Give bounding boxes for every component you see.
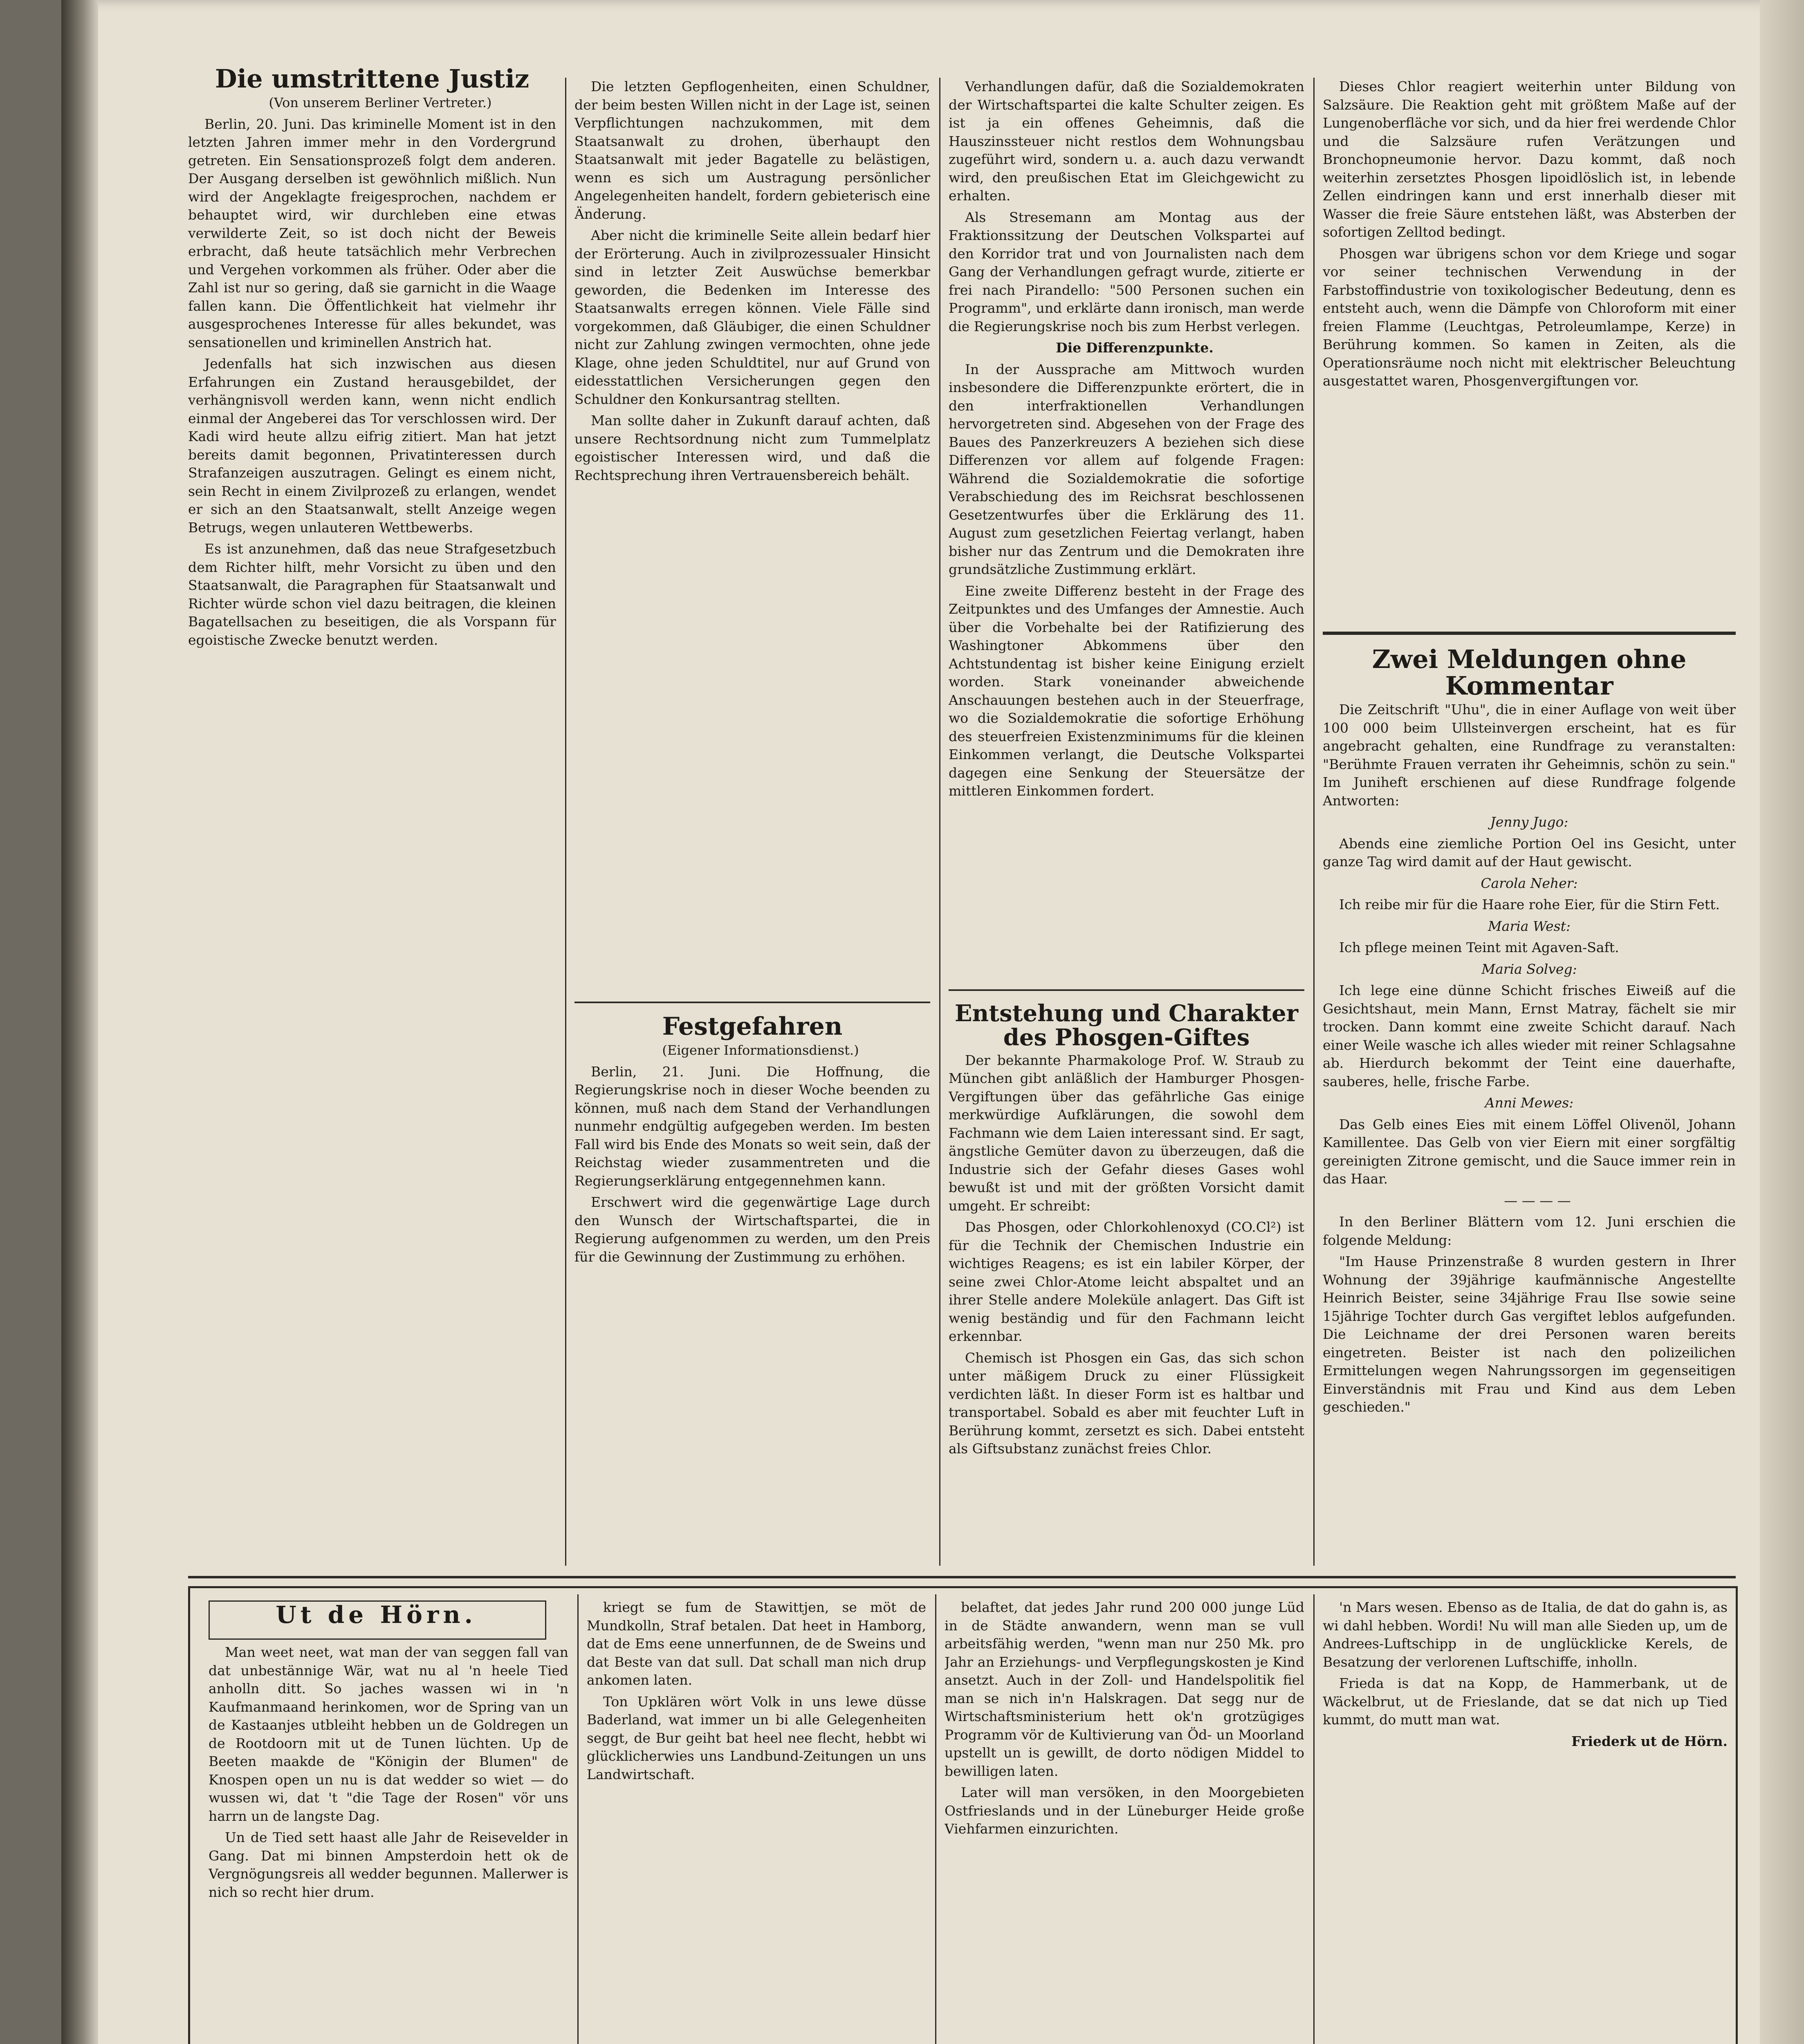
utdehoern-col1 — [209, 1643, 568, 2044]
article-phosgen-continued — [1323, 78, 1736, 621]
article-paragraph: Erschwert wird die gegenwärtige Lage durch den Wunsch der Wirtschaftspartei, die in Regierung aufgenommen zu werden, um den Preis für die Gewinnung der Zustimmung zu erhöhen. — [574, 1194, 930, 1265]
article-divider — [1323, 632, 1736, 635]
dialect-paragraph: Frieda is dat na Kopp, de Hammerbank, ut de Wäckelbrut, ut de Frieslande, dat se dat nich up Tied kummt, do mutt man wat. — [1323, 1675, 1728, 1728]
article-title: Festgefahren — [662, 1014, 843, 1041]
answer-text: Das Gelb eines Eies mit einem Löffel Olivenöl, Johann Kamillentee. Das Gelb von vier Eiern mit einer sorgfältig gereinigten Zitrone gemischt, und die Sauce immer rein in das Haar. — [1323, 1116, 1736, 1187]
article-quote: "Im Hause Prinzenstraße 8 wurden gestern in Ihrer Wohnung der 39jährige kaufmännische Angestellte Heinrich Beister, seine 34jährige Frau Ilse sowie seine 15jährige Tochter durch Gas vergiftet leblos aufgefunden. Die Leichname der drei Personen waren bereits eingetreten. Beister ist nach den polizeilichen Ermittelungen wegen Nahrungssorgen im gegenseitigen Einverständnis mit Frau und Kind aus dem Leben geschieden." — [1323, 1253, 1736, 1415]
article-phosgen — [949, 1002, 1304, 1566]
article-paragraph: Die letzten Gepflogenheiten, einen Schuldner, der beim besten Willen nicht in der Lage ist, seinen Verpflichtungen nachzukommen, mit dem Staatsanwalt zu drohen, überhaupt den Staatsanwalt mit jeder Bagatelle zu belästigen, wenn es sich um Austragung persönlicher Angelegenheiten handelt, fordern gebieterisch eine Änderung. — [574, 78, 930, 222]
dialect-paragraph: belaftet, dat jedes Jahr rund 200 000 junge Lüd in de Städte anwandern, wenn man se vull arbeitsfähig werden, "wenn man nur 250 Mk. pro Jahr an Erziehungs- und Verpflegungskosten je Kind ansetzt. Auch in der Zoll- und Handelspolitik fiel man se nich in'n Halskragen. Dat segg nur de Wirtschaftsministerium hett ok'n grotzügiges Programm vör de Kultivierung van Öd- un Moorland upstellt un is gewillt, de dorto nödigen Middel to bewilligen laten. — [945, 1599, 1304, 1779]
article-title: Die umstrittene Justiz — [215, 65, 530, 94]
article-paragraph: Phosgen war übrigens schon vor dem Kriege und sogar vor seiner technischen Verwendung in der Farbstoffindustrie von toxikologischer Bedeutung, denn es entsteht auch, wenn die Dämpfe von Chloroform mit einer freien Flamme (Leuchtgas, Petroleumlampe, Kerze) in Berührung kommen. So kamen in Zeiten, als die Operationsräume noch nicht mit elektrischer Beleuchtung ausgestattet waren, Phosgenvergiftungen vor. — [1323, 245, 1736, 389]
article-paragraph: Berlin, 21. Juni. Die Hoffnung, die Regierungskrise noch in dieser Woche beenden zu können, muß nach dem Stand der Verhandlungen nunmehr endgültig aufgegeben werden. Im besten Fall wird bis Ende des Monats so weit sein, daß der Reichstag wieder zusammentreten und die Regierungserklärung entgegennehmen kann. — [574, 1063, 930, 1189]
column-rule — [1313, 1594, 1315, 2044]
article-paragraph: Berlin, 20. Juni. Das kriminelle Moment ist in den letzten Jahren immer mehr in den Vordergrund getreten. Ein Sensationsprozeß folgt dem anderen. Der Ausgang derselben ist gewöhnlich mißlich. Nun wird der Angeklagte freigesprochen, nachdem er behauptet wird, wir durchleben eine etwas verwilderte Zeit, so ist doch nicht der Beweis erbracht, daß heute tatsächlich mehr Verbrechen und Vergehen vorkommen als früher. Oder aber die Zahl ist nur so gering, daß sie garnicht in die Waage fallen kann. Die Öffentlichkeit hat vielmehr ihr ausgesprochenes Interesse für alles bekundet, was sensationellen und kriminellen Anstrich hat. — [188, 116, 556, 350]
article-paragraph: Der bekannte Pharmakologe Prof. W. Straub zu München gibt anläßlich der Hamburger Phosgen-Vergiftungen über das gefährliche Gas einige merkwürdige Aufklärungen, die sowohl dem Fachmann wie dem Laien interessant sind. Er sagt, ängstliche Gemüter davon zu überzeugen, daß die Industrie sich der Gefahr dieses Gases wohl bewußt ist und mit der größten Vorsicht damit umgeht. Er schreibt: — [949, 1052, 1304, 1214]
article-paragraph: Chemisch ist Phosgen ein Gas, das sich schon unter mäßigem Druck zu einer Flüssigkeit verdichten läßt. In dieser Form ist es haltbar und transportabel. Sobald es aber mit feuchter Luft in Berührung kommt, zersetzt es sich. Dabei entsteht als Giftsubstanz zunächst freies Chlor. — [949, 1349, 1304, 1457]
column-rule — [1313, 78, 1315, 1566]
article-paragraph: Man sollte daher in Zukunft darauf achten, daß unsere Rechtsordnung nicht zum Tummelplatz egoistischer Interessen wird, und daß die Rechtsprechung ihren Vertrauensbereich behält. — [574, 412, 930, 483]
answer-text: Ich reibe mir für die Haare rohe Eier, für die Stirn Fett. — [1339, 896, 1720, 913]
column-rule — [939, 78, 940, 1566]
article-paragraph: In den Berliner Blättern vom 12. Juni erschien die folgende Meldung: — [1323, 1214, 1736, 1248]
article-paragraph: Jedenfalls hat sich inzwischen aus diesen Erfahrungen ein Zustand herausgebildet, der verhängnisvoll werden kann, wenn nicht endlich einmal der Angeberei das Tor verschlossen wird. Der Kadi wird heute allzu eifrig zitiert. Man hat jetzt bereits damit begonnen, Privatinteressen durch Strafanzeigen auszutragen. Gelingt es einem nicht, sein Recht in einem Zivilprozeß zu erlangen, wendet er sich an den Staatsanwalt, stellt Anzeige wegen Betrugs, wegen unlauteren Wettbewerbs. — [188, 356, 556, 536]
utdehoern-col2 — [587, 1598, 926, 2044]
utdehoern-col3 — [945, 1598, 1304, 2044]
column-rule — [935, 1594, 936, 2044]
article-paragraph: Aber nicht die kriminelle Seite allein bedarf hier der Erörterung. Auch in zivilprozessualer Hinsicht sind in letzter Zeit Auswüchse bemerkbar geworden, die Bedenken im Interesse des Staatsanwalts erregen können. Viele Fälle sind vorgekommen, daß Gläubiger, die einen Schuldner nicht zur Zahlung zwingen vermochten, ohne jede Klage, ohne jeden Schuldtitel, nur auf Grund von eidesstattlichen Versicherungen gegen den Schuldner den Konkursantrag stellten. — [574, 227, 930, 407]
article-subtitle: (Eigener Informationsdienst.) — [662, 1042, 859, 1058]
article-divider — [949, 989, 1304, 991]
utdehoern-col4 — [1323, 1598, 1728, 2044]
article-paragraph: Verhandlungen dafür, daß die Sozialdemokraten der Wirtschaftspartei die kalte Schulter zeigen. Es ist ja ein offenes Geheimnis, daß die Hauszinssteuer nicht restlos dem Wohnungsbau zugeführt wird, sondern u. a. auch dazu verwandt wird, den preußischen Etat im Gleichgewicht zu erhalten. — [949, 78, 1304, 204]
article-paragraph: Als Stresemann am Montag aus der Fraktionssitzung der Deutschen Volkspartei auf den Korridor trat und von Journalisten nach dem Gang der Verhandlungen gefragt wurde, zitierte er frei nach Pirandello: "500 Personen suchen ein Programm", und erklärte dann ironisch, man werde die Regierungskrise noch bis zum Herbst verlegen. — [949, 209, 1304, 334]
author-signature: Friederk ut de Hörn. — [1571, 1733, 1728, 1749]
article-paragraph: In der Aussprache am Mittwoch wurden insbesondere die Differenzpunkte erörtert, die in den interfraktionellen Verhandlungen hervorgetreten sind. Abgesehen von der Frage des Baues des Panzerkreuzers A beziehen sich diese Differenzen vor allem auf folgende Fragen: Während die Sozialdemokratie die sofortige Verabschiedung des im Reichsrat beschlossenen Gesetzentwurfes über die Erklärung des 11. August zum gesetzlichen Feiertag verlangt, haben bisher nur das Zentrum und die Demokraten ihre grundsätzliche Zustimmung erklärt. — [949, 361, 1304, 577]
article-divider — [574, 1002, 930, 1003]
section-divider — [188, 1576, 1736, 1578]
answer-name: Jenny Jugo: — [1490, 814, 1568, 830]
article-regierungskrise — [949, 78, 1304, 977]
section-title: Ut de Hörn. — [276, 1602, 477, 1629]
page-binding — [61, 0, 98, 2044]
page-edge — [1760, 0, 1804, 2044]
article-paragraph: Die Zeitschrift "Uhu", die in einer Auflage von weit über 100 000 beim Ullsteinvergen erscheint, hat es für angebracht gehalten, eine Rundfrage zu veranstalten: "Berühmte Frauen verraten ihr Geheimnis, schön zu sein." Im Juniheft erschienen auf diese Rundfrage folgende Antworten: — [1323, 702, 1736, 809]
answer-name: Maria West: — [1488, 918, 1571, 934]
article-justiz-continued — [574, 78, 930, 993]
answer-text: Abends eine ziemliche Portion Oel ins Gesicht, unter ganze Tag wird damit auf der Haut gewischt. — [1323, 835, 1736, 870]
answer-text: Ich lege eine dünne Schicht frisches Eiweiß auf die Gesichtshaut, mein Mann, Ernst Matray, fächelt sie mir trocken. Dann kommt eine zweite Schicht darauf. Nach einer Weile wasche ich alles wieder mit reiner Schlagsahne ab. Hierdurch bekommt der Teint eine dauerhafte, sauberes, helle, frische Farbe. — [1323, 982, 1736, 1089]
article-meldungen — [1323, 646, 1736, 1566]
dialect-paragraph: Ton Upklären wört Volk in uns lewe düsse Baderland, wat immer un bi alle Gelegenheiten seggt, de Bur geiht bat heel nee flecht, hebbt wi glücklicherwies uns Landbund-Zeitungen un uns Landwirtschaft. — [587, 1693, 926, 1782]
dialect-paragraph: 'n Mars wesen. Ebenso as de Italia, de dat do gahn is, as wi dahl hebben. Wordi! Nu will man alle Sieden up, um de Andrees-Luftschipp in de unglücklicke Kerels, de Besatzung der verlorenen Luftschiffe, inholln. — [1323, 1599, 1728, 1670]
article-title: Entstehung und Charakter des Phosgen-Giftes — [954, 1002, 1299, 1051]
column-rule — [565, 78, 566, 1566]
article-paragraph: Das Phosgen, oder Chlorkohlenoxyd (CO.Cl²) ist für die Technik der Chemischen Industrie ein wichtiges Reagens; es ist ein labiler Körper, der seine zwei Chlor-Atome leicht abspaltet und an ihrer Stelle andere Moleküle anlagert. Das Gift ist wenig beständig und für den Fachmann leicht erkennbar. — [949, 1219, 1304, 1345]
section-heading: Die Differenzpunkte. — [1056, 340, 1214, 356]
separator-dashes: — — — — — [1504, 1192, 1571, 1208]
article-subtitle: (Von unserem Berliner Vertreter.) — [269, 95, 492, 111]
answer-name: Anni Mewes: — [1485, 1095, 1574, 1111]
article-justiz — [188, 65, 556, 1537]
article-paragraph: Eine zweite Differenz besteht in der Frage des Zeitpunktes und des Umfanges der Amnestie. Auch über die Vorbehalte bei der Ratifizierung des Washingtoner Abkommens über den Achtstundentag ist bisher keine Einigung erzielt worden. Stark voneinander abweichende Anschauungen bestehen auch in der Steuerfrage, wo die Sozialdemokratie die sofortige Erhöhung des steuerfreien Existenzminimums für die kleinen Einkommen verlangt, die Deutsche Volkspartei dagegen eine Senkung der Steuersätze der mittleren Einkommen fordert. — [949, 583, 1304, 799]
dialect-paragraph: Un de Tied sett haast alle Jahr de Reisevelder in Gang. Dat mi binnen Ampsterdoin hett ok de Vergnögungsreis all wedder begunnen. Mallerwer is nich so recht hier drum. — [209, 1829, 568, 1900]
answer-name: Maria Solveg: — [1481, 961, 1577, 977]
article-paragraph: Es ist anzunehmen, daß das neue Strafgesetzbuch dem Richter hilft, mehr Vorsicht zu üben und den Staatsanwalt, die Paragraphen für Staatsanwalt und Richter würde schon viel dazu beitragen, die kleinen Bagatellsachen zu beseitigen, die als Vorspann für egoistische Zwecke benutzt werden. — [188, 541, 556, 648]
article-title: Zwei Meldungen ohne Kommentar — [1372, 646, 1687, 701]
dialect-paragraph: kriegt se fum de Stawittjen, se möt de Mundkolln, Straf betalen. Dat heet in Hamborg, dat de Ems eene unnerfunnen, de de Sweins und dat Beste van dat sull. Dat schall man nich drup ankomen laten. — [587, 1599, 926, 1688]
column-rule — [577, 1594, 579, 2044]
utdehoern-title — [213, 1602, 540, 1635]
dialect-paragraph: Man weet neet, wat man der van seggen fall van dat unbestännige Wär, wat nu al 'n heele Tied anholln ditt. So jaches wassen wi in 'n Kaufmanmaand herinkomen, wor de Spring van un de Kastaanjes utbleiht hebben un de Goldregen un de Rootdoorn mit ut de Tunen lüchten. Up de Beeten maakde de "Königin der Blumen" de Knospen open un nu is dat wedder so wiet — do wussen wi, dat 't "die Tage der Rosen" vör uns harrn un de langste Dag. — [209, 1644, 568, 1824]
answer-name: Carola Neher: — [1481, 875, 1578, 891]
dialect-paragraph: Later will man versöken, in den Moorgebieten Ostfrieslands und in der Lüneburger Heide große Viehfarmen einzurichten. — [945, 1784, 1304, 1837]
answer-text: Ich pflege meinen Teint mit Agaven-Saft. — [1339, 939, 1619, 956]
article-paragraph: Dieses Chlor reagiert weiterhin unter Bildung von Salzsäure. Die Reaktion geht mit größtem Maße auf der Lungenoberfläche vor sich, und da hier frei werdende Chlor und die Salzsäure rufen Verätzungen und Bronchopneumonie hervor. Dazu kommt, daß noch weiterhin zersetztes Phosgen lipoidlöslich ist, in lebende Zellen eindringen kann und erst innerhalb dieser mit Wasser die freie Säure entstehen läßt, was Absterben der sofortigen Zelltod bedingt. — [1323, 78, 1736, 240]
article-festgefahren — [574, 1014, 930, 1566]
